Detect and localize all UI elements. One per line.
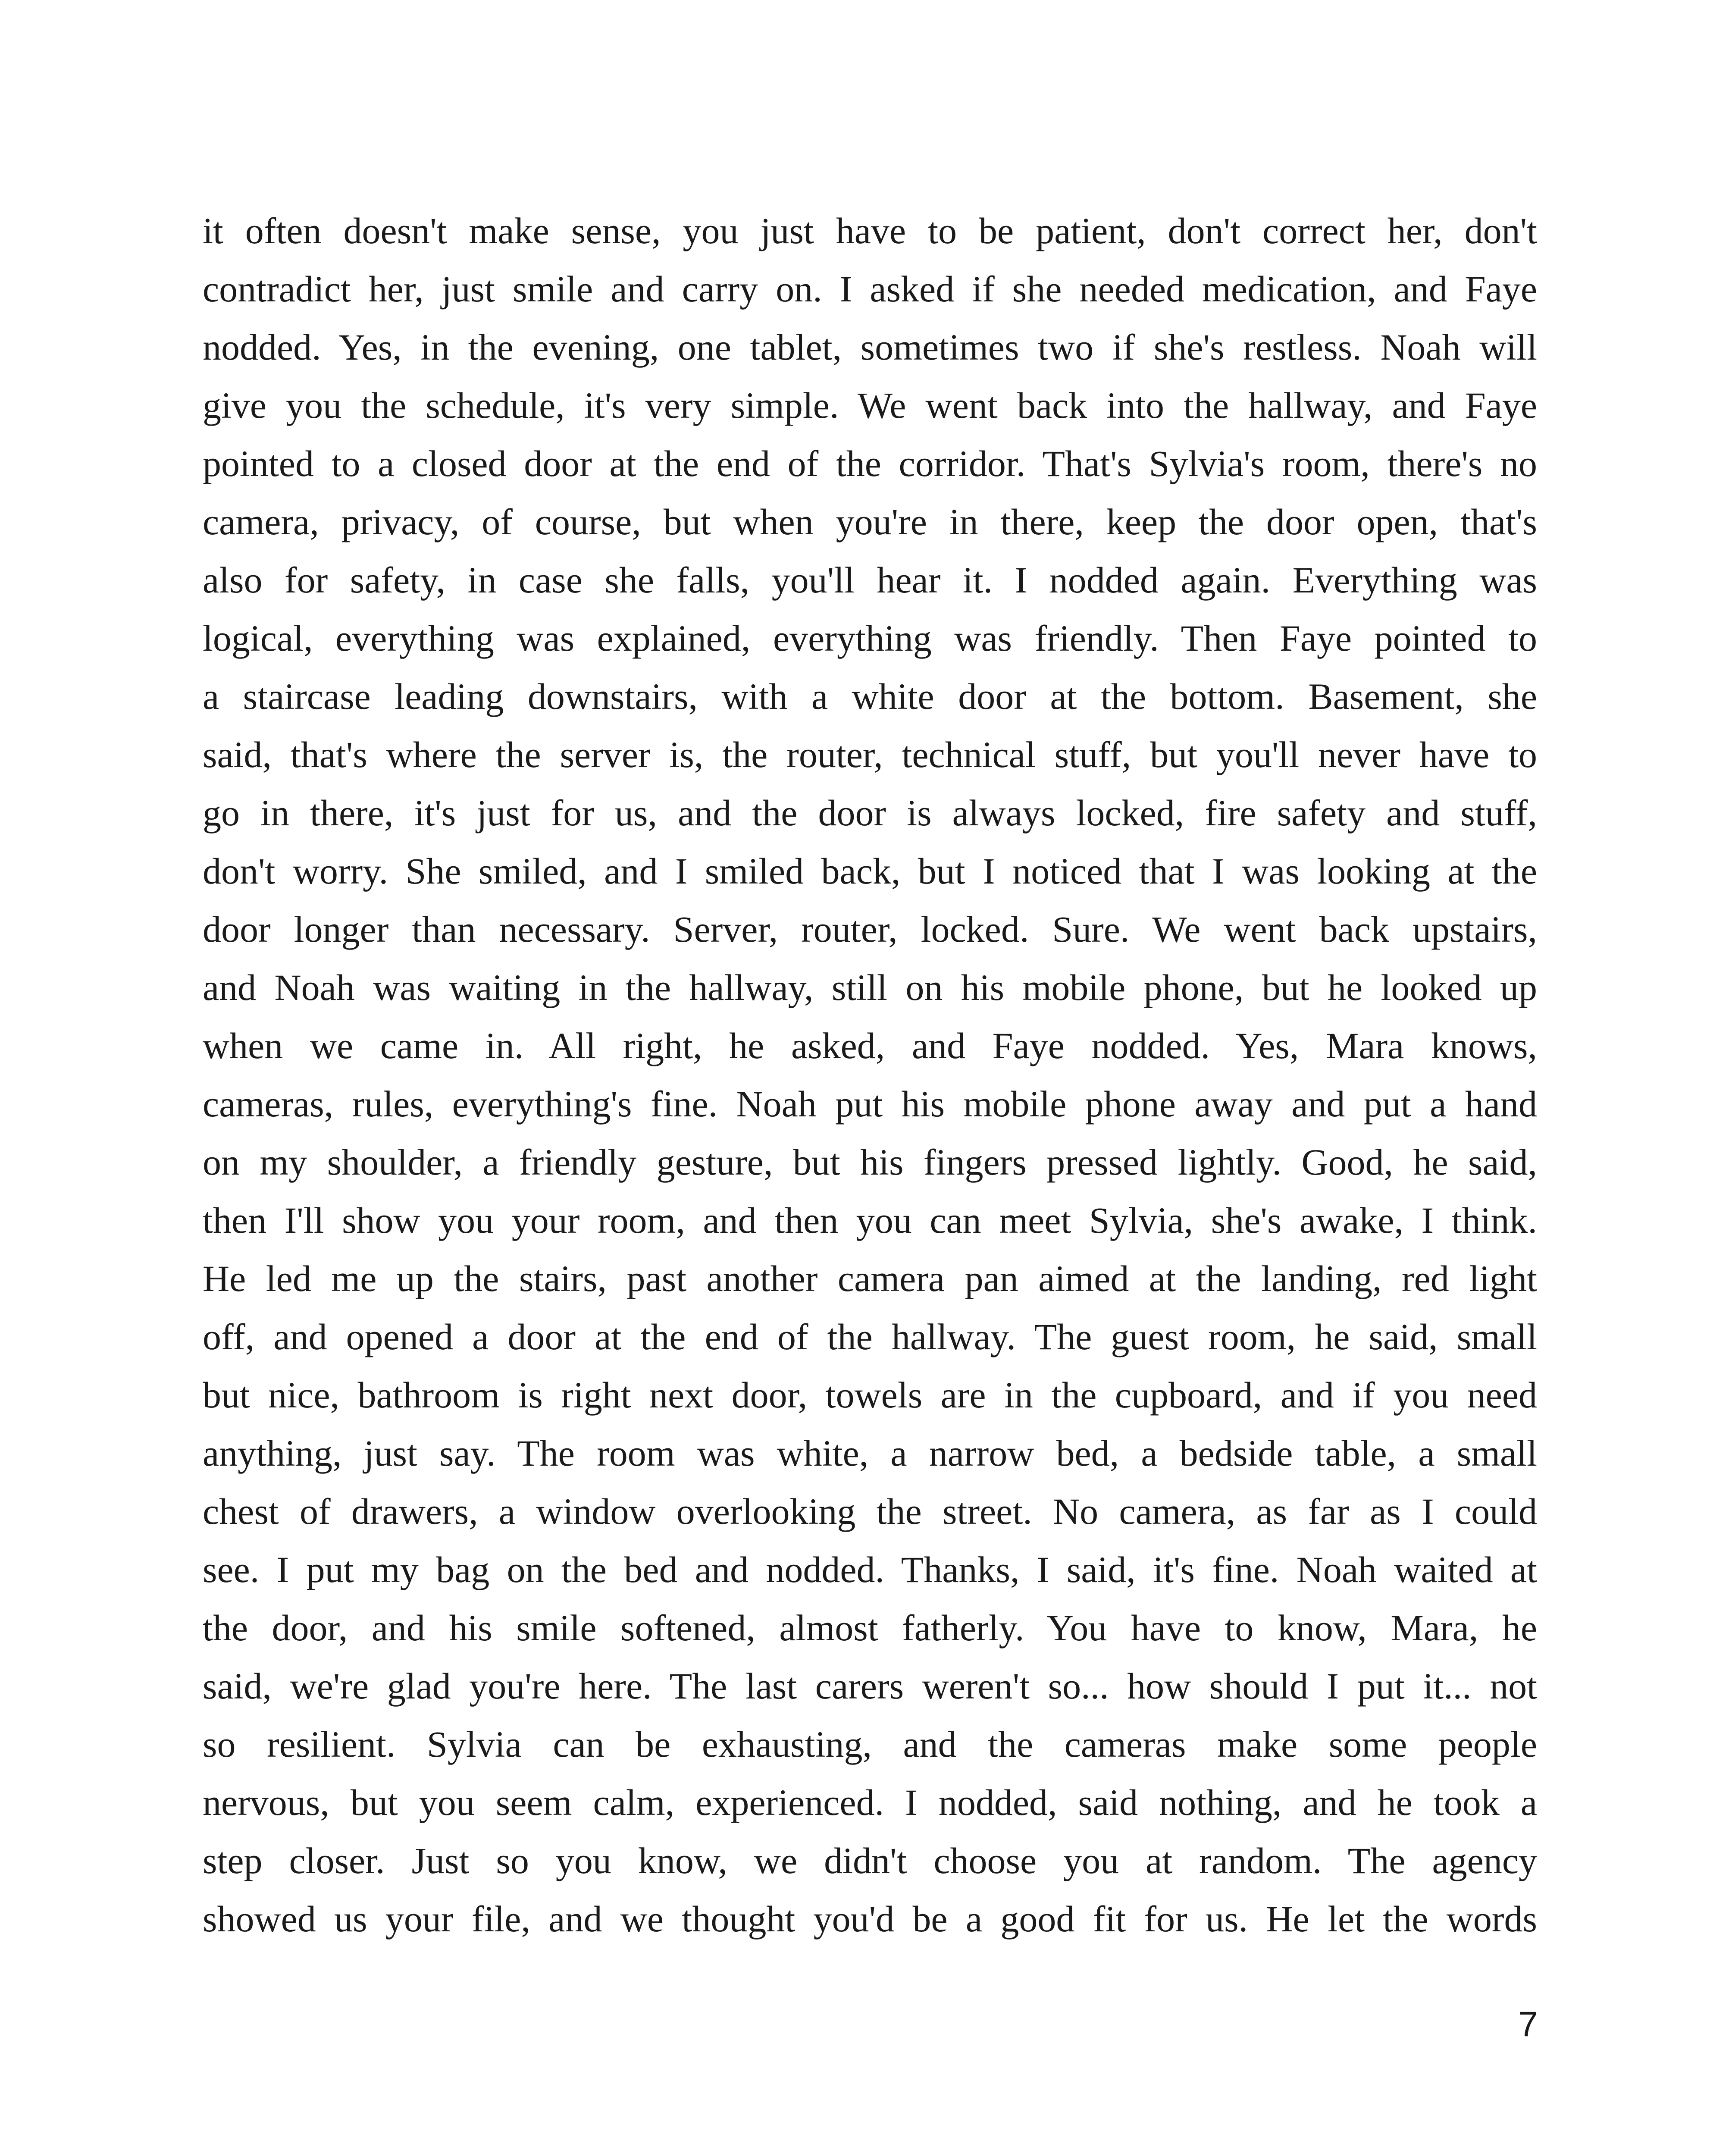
text-line: said, that's where the server is, the router, technical stuff, but you'll never have to [203, 734, 1537, 775]
body-text [203, 202, 1537, 1948]
text-line: contradict her, just smile and carry on. I asked if she needed medication, and Faye [203, 268, 1537, 310]
text-line: door longer than necessary. Server, router, locked. Sure. We went back upstairs, [203, 909, 1537, 950]
text-line: see. I put my bag on the bed and nodded. Thanks, I said, it's fine. Noah waited at [203, 1549, 1537, 1590]
text-line: the door, and his smile softened, almost fatherly. You have to know, Mara, he [203, 1607, 1537, 1648]
text-line: step closer. Just so you know, we didn't choose you at random. The agency [203, 1840, 1537, 1881]
text-line: it often doesn't make sense, you just have to be patient, don't correct her, don't [203, 210, 1537, 251]
text-line: don't worry. She smiled, and I smiled back, but I noticed that I was looking at the [203, 850, 1537, 892]
text-line: and Noah was waiting in the hallway, still on his mobile phone, but he looked up [203, 967, 1537, 1008]
text-line: logical, everything was explained, everything was friendly. Then Faye pointed to [203, 617, 1537, 659]
text-line: go in there, it's just for us, and the door is always locked, fire safety and stuff, [203, 792, 1537, 834]
text-line: also for safety, in case she falls, you'll hear it. I nodded again. Everything was [203, 559, 1537, 601]
text-line: nodded. Yes, in the evening, one tablet, sometimes two if she's restless. Noah will [203, 326, 1537, 368]
text-line: chest of drawers, a window overlooking the street. No camera, as far as I could [203, 1491, 1537, 1532]
text-line: anything, just say. The room was white, a narrow bed, a bedside table, a small [203, 1432, 1537, 1474]
text-line: a staircase leading downstairs, with a white door at the bottom. Basement, she [203, 676, 1537, 717]
text-line: showed us your file, and we thought you'd be a good fit for us. He let the words [203, 1898, 1537, 1940]
text-line: but nice, bathroom is right next door, towels are in the cupboard, and if you need [203, 1374, 1537, 1416]
text-line: then I'll show you your room, and then you can meet Sylvia, she's awake, I think. [203, 1200, 1537, 1241]
text-line: pointed to a closed door at the end of the corridor. That's Sylvia's room, there's no [203, 443, 1537, 484]
text-line: off, and opened a door at the end of the hallway. The guest room, he said, small [203, 1316, 1537, 1357]
page-number: 7 [1518, 2005, 1538, 2044]
text-line: on my shoulder, a friendly gesture, but his fingers pressed lightly. Good, he said, [203, 1141, 1537, 1183]
text-line: give you the schedule, it's very simple. We went back into the hallway, and Faye [203, 385, 1537, 426]
text-line: camera, privacy, of course, but when you're in there, keep the door open, that's [203, 501, 1537, 542]
text-line: said, we're glad you're here. The last carers weren't so... how should I put it... not [203, 1665, 1537, 1707]
text-line: nervous, but you seem calm, experienced. I nodded, said nothing, and he took a [203, 1782, 1537, 1823]
text-line: cameras, rules, everything's fine. Noah put his mobile phone away and put a hand [203, 1083, 1537, 1125]
text-line: when we came in. All right, he asked, and Faye nodded. Yes, Mara knows, [203, 1025, 1537, 1066]
text-line: He led me up the stairs, past another camera pan aimed at the landing, red light [203, 1258, 1537, 1299]
text-line: so resilient. Sylvia can be exhausting, and the cameras make some people [203, 1724, 1537, 1765]
